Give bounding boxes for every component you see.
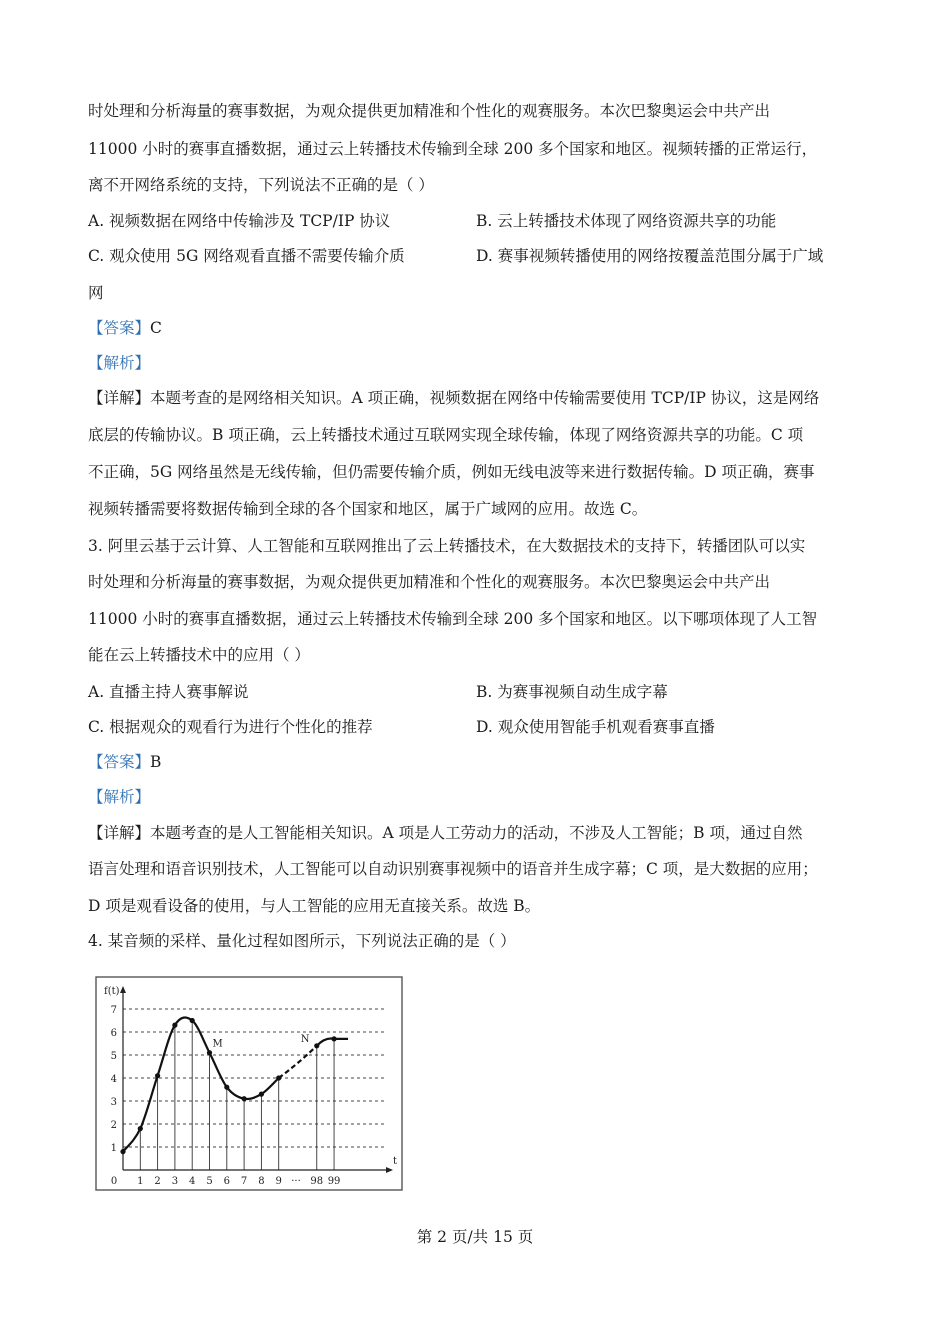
x-tick-label: ···: [291, 1176, 301, 1187]
x-tick-label: 5: [206, 1176, 213, 1187]
x-tick-label: 8: [258, 1176, 265, 1187]
x-tick-label: 1: [137, 1176, 144, 1187]
page-footer: 第 2 页/共 15 页: [416, 1228, 534, 1246]
sample-point: [138, 1126, 143, 1131]
q2-analysis-tag: 【解析】: [88, 354, 151, 372]
x-tick-label: 98: [310, 1176, 324, 1187]
q3-option-a: A. 直播主持人赛事解说: [88, 683, 249, 701]
q3-stem-line-3: 11000 小时的赛事直播数据，通过云上转播技术传输到全球 200 多个国家和地区。以下哪项体现了人工智: [88, 610, 818, 628]
sample-point: [207, 1050, 212, 1055]
q3-detail-line-2: 语言处理和语音识别技术，人工智能可以自动识别赛事视频中的语音并生成字幕；C 项，是大数据的应用；: [88, 860, 818, 878]
q2-option-b: B. 云上转播技术体现了网络资源共享的功能: [476, 212, 777, 230]
q3-stem-line-2: 时处理和分析海量的赛事数据，为观众提供更加精准和个性化的观赛服务。本次巴黎奥运会中共产出: [88, 573, 771, 591]
sample-point: [155, 1073, 160, 1078]
q2-stem-line-1: 时处理和分析海量的赛事数据，为观众提供更加精准和个性化的观赛服务。本次巴黎奥运会中共产出: [88, 102, 771, 120]
q3-detail-line-3: D 项是观看设备的使用，与人工智能的应用无直接关系。故选 B。: [88, 897, 541, 915]
y-tick-label: 6: [110, 1028, 117, 1039]
q2-option-c: C. 观众使用 5G 网络观看直播不需要传输介质: [88, 247, 405, 265]
sample-point: [224, 1085, 229, 1090]
q2-detail-line-2: 底层的传输协议。B 项正确，云上转播技术通过互联网实现全球传输，体现了网络资源共享的功能。C 项: [88, 426, 804, 444]
x-tick-label: 9: [275, 1176, 282, 1187]
q3-answer: [88, 751, 161, 773]
x-tick-label: 2: [154, 1176, 161, 1187]
y-tick-label: 7: [110, 1005, 117, 1016]
sample-point: [314, 1043, 319, 1048]
q2-answer: [88, 317, 162, 339]
sampling-quantization-chart: [95, 976, 405, 1192]
sample-point: [120, 1149, 125, 1154]
answer-tag: 【答案】: [88, 753, 151, 771]
y-tick-label: 5: [110, 1051, 117, 1062]
q2-option-a: A. 视频数据在网络中传输涉及 TCP/IP 协议: [88, 212, 391, 230]
annotation-m: M: [212, 1038, 223, 1050]
y-tick-label: 3: [110, 1097, 117, 1108]
sample-point: [276, 1075, 281, 1080]
y-tick-label: 4: [110, 1074, 117, 1085]
q2-detail-line-3: 不正确，5G 网络虽然是无线传输，但仍需要传输介质，例如无线电波等来进行数据传输。D 项正确，赛事: [88, 463, 815, 481]
x-tick-label: 6: [223, 1176, 230, 1187]
answer-value: B: [150, 753, 162, 771]
x-tick-label: 4: [189, 1176, 196, 1187]
q3-analysis-tag: 【解析】: [88, 788, 151, 806]
q3-option-b: B. 为赛事视频自动生成字幕: [476, 683, 668, 701]
annotation-n: N: [300, 1033, 310, 1045]
sample-point: [331, 1036, 336, 1041]
q3-option-d: D. 观众使用智能手机观看赛事直播: [476, 718, 715, 736]
y-axis-label: f(t): [104, 986, 120, 997]
q3-stem-line-1: 3. 阿里云基于云计算、人工智能和互联网推出了云上转播技术，在大数据技术的支持下，转播团队可以实: [88, 537, 806, 555]
sample-point: [259, 1092, 264, 1097]
x-tick-label: 7: [240, 1176, 248, 1187]
x-tick-label: 0: [110, 1176, 118, 1187]
q2-detail-line-4: 视频转播需要将数据传输到全球的各个国家和地区，属于广域网的应用。故选 C。: [88, 500, 648, 518]
sample-point: [242, 1096, 247, 1101]
x-tick-label: 3: [171, 1176, 179, 1187]
y-tick-label: 1: [110, 1143, 117, 1154]
sample-point: [172, 1023, 177, 1028]
q3-option-c: C. 根据观众的观看行为进行个性化的推荐: [88, 718, 373, 736]
x-tick-label: 99: [327, 1176, 341, 1187]
q2-option-d-continued: 网: [88, 284, 104, 302]
q2-stem-line-3: 离不开网络系统的支持，下列说法不正确的是（ ）: [88, 176, 434, 194]
sample-point: [190, 1018, 195, 1023]
q3-stem-line-4: 能在云上转播技术中的应用（ ）: [88, 646, 310, 664]
answer-tag: 【答案】: [88, 319, 151, 337]
q4-stem: 4. 某音频的采样、量化过程如图所示，下列说法正确的是（ ）: [88, 932, 516, 950]
q2-detail-line-1: 【详解】本题考查的是网络相关知识。A 项正确，视频数据在网络中传输需要使用 TCP/IP 协议，这是网络: [88, 389, 820, 407]
x-axis-label: t: [393, 1156, 398, 1167]
q2-stem-line-2: 11000 小时的赛事直播数据，通过云上转播技术传输到全球 200 多个国家和地区。视频转播的正常运行，: [88, 140, 818, 158]
q3-detail-line-1: 【详解】本题考查的是人工智能相关知识。A 项是人工劳动力的活动，不涉及人工智能；B 项，通过自然: [88, 824, 803, 842]
y-tick-label: 2: [110, 1120, 117, 1131]
answer-value: C: [150, 319, 162, 337]
q2-option-d: D. 赛事视频转播使用的网络按覆盖范围分属于广域: [476, 247, 824, 265]
